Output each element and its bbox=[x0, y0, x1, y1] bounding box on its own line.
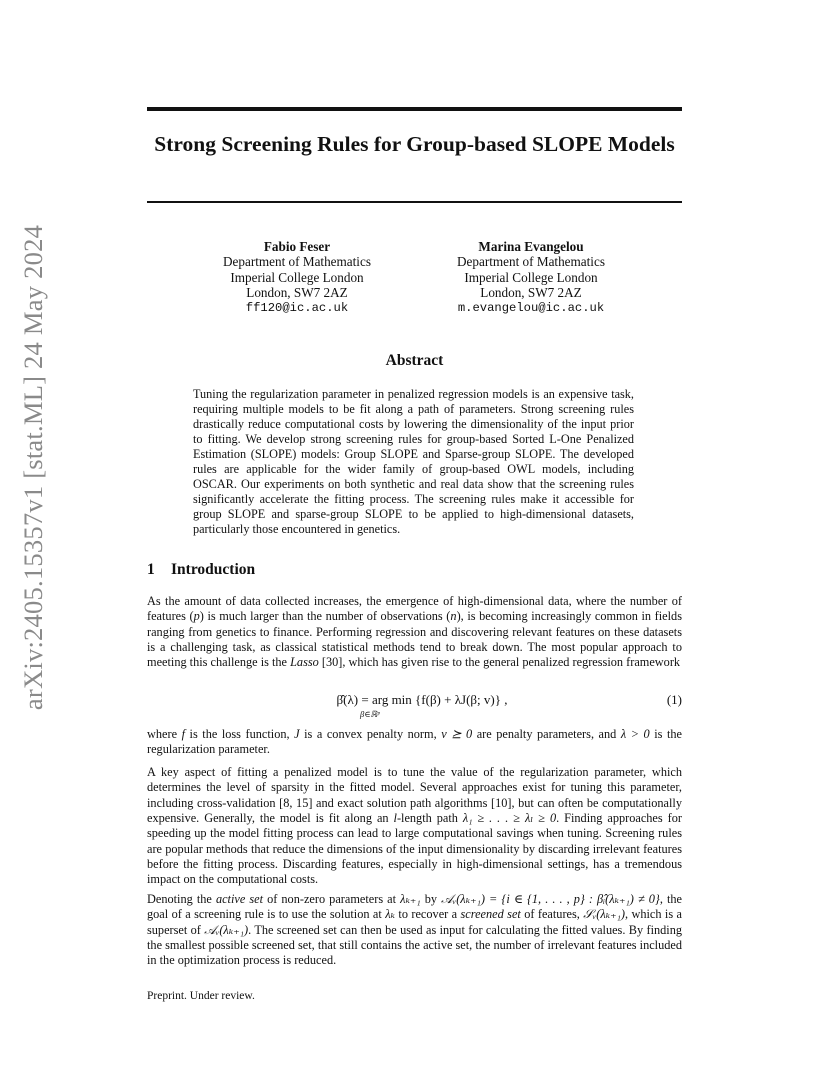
author-department: Department of Mathematics bbox=[457, 254, 605, 270]
intro-paragraph-1: As the amount of data collected increases, the emergence of high-dimensional data, where the number of features (p) is much larger than the number of observations (n), is becoming increasingly common in fields ranging from genetics to finance. Performing regression and discovering relevant features on these datasets is a challenging task, as classical statistical methods tend to break down. The most popular approach to meeting this challenge is the Lasso [30], which has given rise to the general penalized regression framework bbox=[147, 594, 682, 670]
author-email: m.evangelou@ic.ac.uk bbox=[457, 300, 605, 315]
author-institution: Imperial College London bbox=[464, 269, 598, 285]
intro-paragraph-4: Denoting the active set of non-zero parameters at λₖ₊₁ by 𝒜ᵥ(λₖ₊₁) = {i ∈ {1, . . . , p} : β̂ᵢ(λₖ₊₁) ≠ 0}, the goal of a screening rule is to use the solution at λₖ to recover a screened set of features, 𝒮ᵥ(λₖ₊₁), which is a superset of 𝒜ᵥ(λₖ₊₁). The screened set can then be used as input for calculating the fitted values. By finding the smallest possible screened set, that still contains the active set, the number of irrelevant features included in the optimization process is reduced. bbox=[147, 892, 683, 968]
preprint-footer: Preprint. Under review. bbox=[147, 990, 255, 1002]
title-top-rule bbox=[147, 107, 682, 111]
author-name: Marina Evangelou bbox=[478, 239, 584, 254]
author-institution: Imperial College London bbox=[230, 269, 364, 285]
equation-number: (1) bbox=[666, 692, 682, 707]
author-block-2 bbox=[431, 239, 631, 316]
intro-paragraph-2: where f is the loss function, J is a convex penalty norm, v ⪰ 0 are penalty parameters, and λ > 0 is the regularization parameter. bbox=[147, 727, 683, 757]
author-address: London, SW7 2AZ bbox=[246, 285, 348, 301]
equation-1 bbox=[147, 688, 682, 722]
section-heading bbox=[147, 561, 255, 579]
equation-body: β̂(λ) = arg min {f(β) + λJ(β; v)} , bbox=[336, 692, 508, 707]
section-title: Introduction bbox=[171, 561, 256, 578]
author-block-1 bbox=[197, 239, 397, 316]
abstract-body: Tuning the regularization parameter in penalized regression models is an expensive task, requiring multiple models to be fit along a path of parameters. Strong screening rules drastically reduce computational costs by lowering the dimensionality of the input prior to fitting. We develop strong screening rules for group-based Sorted L-One Penalized Estimation (SLOPE) models: Group SLOPE and Sparse-group SLOPE. The developed rules are applicable for the wider family of group-based OWL models, including OSCAR. Our experiments on both synthetic and real data show that the screening rules significantly accelerate the fitting process. The screening rules make it accessible for group SLOPE and sparse-group SLOPE to be applied to high-dimensional datasets, particularly those encountered in genetics. bbox=[193, 387, 634, 536]
author-department: Department of Mathematics bbox=[223, 254, 371, 270]
equation-subscript: β∈ℝᵖ bbox=[360, 709, 380, 719]
arxiv-identifier-stamp bbox=[6, 224, 62, 710]
paper-title: Strong Screening Rules for Group-based SLOPE Models bbox=[154, 132, 675, 156]
author-name: Fabio Feser bbox=[263, 239, 331, 254]
author-email: ff120@ic.ac.uk bbox=[245, 300, 349, 315]
abstract-heading: Abstract bbox=[385, 352, 444, 369]
section-number: 1 bbox=[147, 561, 155, 578]
title-bottom-rule bbox=[147, 201, 682, 203]
intro-paragraph-3: A key aspect of fitting a penalized model is to tune the value of the regularization parameter, which determines the level of sparsity in the fitted model. Several approaches exist for tuning this parameter, including cross-validation [8, 15] and exact solution path algorithms [10], but can often be computationally expensive. Generally, the model is fit along an l-length path λ₁ ≥ . . . ≥ λₗ ≥ 0. Finding approaches for speeding up the model fitting process can lead to large computational savings when tuning. Screening rules are popular methods that reduce the dimensions of the input dimensionality by discarding irrelevant features before the fitting process. Discarding features, especially in high-dimensional settings, has a tremendous impact on the computational costs. bbox=[147, 765, 682, 887]
arxiv-identifier-text: arXiv:2405.15357v1 [stat.ML] 24 May 2024 bbox=[18, 224, 49, 710]
author-address: London, SW7 2AZ bbox=[480, 285, 582, 301]
